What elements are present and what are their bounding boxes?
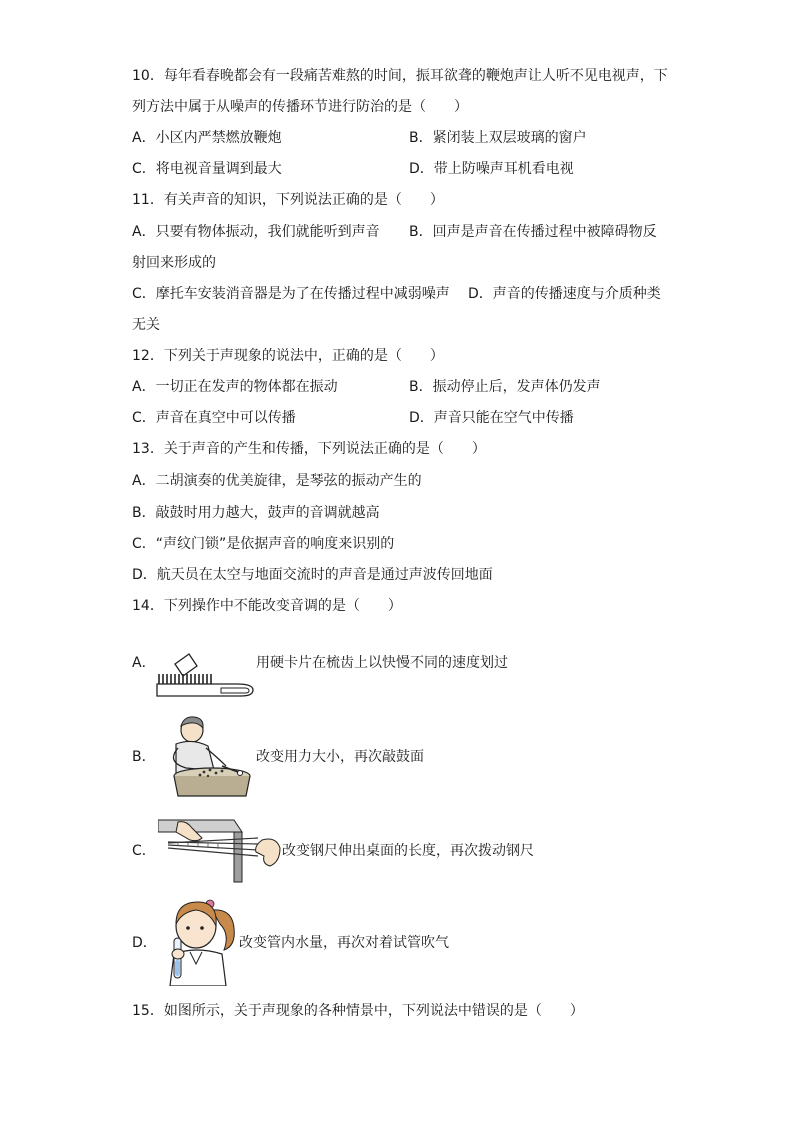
q14-option-c-label: C． [132,843,156,859]
girl-test-tube-illustration [160,894,240,986]
q14-option-b-label: B． [132,749,156,765]
q10-option-a: A．小区内严禁燃放鞭炮 [132,130,282,146]
q11-stem: 11．有关声音的知识，下列说法正确的是（ ） [132,192,444,208]
comb-card-illustration [155,652,257,698]
q14-option-d-text: 改变管内水量，再次对着试管吹气 [239,935,449,951]
q10-option-c: C．将电视音量调到最大 [132,161,282,177]
q12-stem: 12．下列关于声现象的说法中，正确的是（ ） [132,348,444,364]
q11-option-d-line1: D．声音的传播速度与介质种类 [468,286,661,302]
q11-option-c: C．摩托车安装消音器是为了在传播过程中减弱噪声 [132,286,450,302]
q13-option-d: D．航天员在太空与地面交流时的声音是通过声波传回地面 [132,567,493,583]
q10-stem-line1: 10．每年看春晚都会有一段痛苦难熬的时间，振耳欲聋的鞭炮声让人听不见电视声，下 [132,68,668,84]
q12-option-d: D．声音只能在空气中传播 [409,410,574,426]
q14-option-a-label: A． [132,655,156,671]
q10-option-b: B．紧闭装上双层玻璃的窗户 [409,130,587,146]
q10-option-d: D．带上防噪声耳机看电视 [409,161,574,177]
q11-option-d-line2: 无关 [132,317,160,333]
q13-option-a: A．二胡演奏的优美旋律，是琴弦的振动产生的 [132,473,422,489]
q14-option-a-text: 用硬卡片在梳齿上以快慢不同的速度划过 [256,655,508,671]
q14-option-d-label: D． [132,935,157,951]
q11-option-a: A．只要有物体振动，我们就能听到声音 [132,224,380,240]
q14-option-b-text: 改变用力大小，再次敲鼓面 [256,749,424,765]
q15-stem: 15．如图所示，关于声现象的各种情景中，下列说法中错误的是（ ） [132,1003,584,1019]
q11-option-b-line2: 射回来形成的 [132,255,216,271]
q12-option-a: A．一切正在发声的物体都在振动 [132,379,338,395]
drum-boy-illustration [156,714,256,798]
steel-ruler-illustration [158,818,283,884]
q11-option-b-line1: B．回声是声音在传播过程中被障碍物反 [409,224,657,240]
q12-option-c: C．声音在真空中可以传播 [132,410,296,426]
q13-stem: 13．关于声音的产生和传播，下列说法正确的是（ ） [132,441,486,457]
q14-option-c-text: 改变钢尺伸出桌面的长度，再次拨动钢尺 [282,843,534,859]
q10-stem-line2: 列方法中属于从噪声的传播环节进行防治的是（ ） [132,99,468,115]
q13-option-b: B．敲鼓时用力越大，鼓声的音调就越高 [132,505,380,521]
q13-option-c: C．“声纹门锁”是依据声音的响度来识别的 [132,536,395,552]
q12-option-b: B．振动停止后，发声体仍发声 [409,379,601,395]
q14-stem: 14．下列操作中不能改变音调的是（ ） [132,598,402,614]
